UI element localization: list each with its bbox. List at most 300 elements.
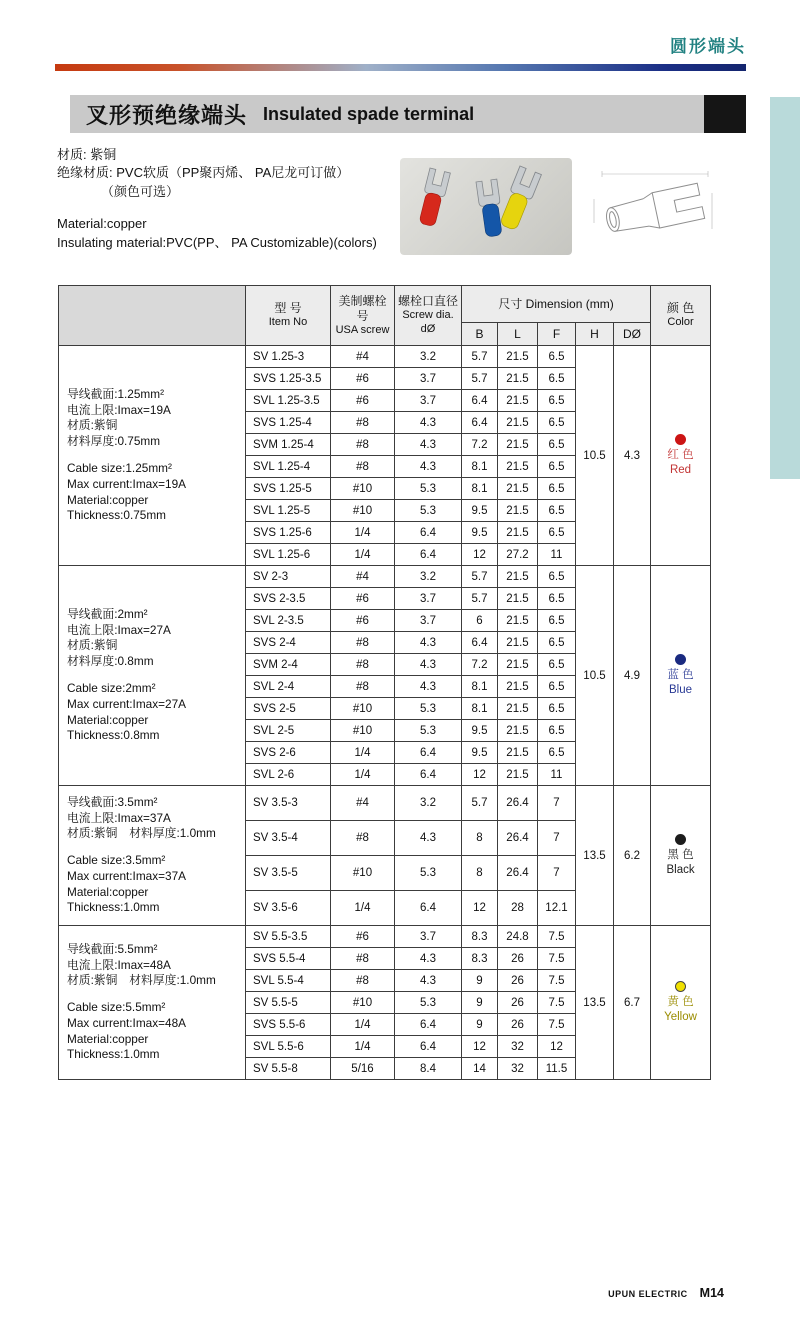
- spec-cell: 6.5: [538, 412, 576, 434]
- spec-cell: 5.3: [395, 478, 462, 500]
- header-color-zh: 颜 色: [666, 301, 695, 316]
- spec-cell: 6.5: [538, 698, 576, 720]
- spec-cell: 8.3: [462, 948, 498, 970]
- description-line-en: Material:copper: [67, 1031, 149, 1046]
- color-name-en: Black: [666, 863, 695, 876]
- spec-cell: 6.5: [538, 610, 576, 632]
- spec-cell: 8.1: [462, 456, 498, 478]
- color-cell: [651, 346, 711, 566]
- spec-cell: 6.5: [538, 456, 576, 478]
- spec-cell: 4.3: [395, 434, 462, 456]
- color-name-zh: 黑 色: [667, 848, 694, 861]
- spec-cell: 6.4: [462, 390, 498, 412]
- description-line-zh: 材料厚度:0.8mm: [67, 654, 154, 669]
- spec-cell: 6.5: [538, 434, 576, 456]
- description-line-zh: 材质:紫铜 材料厚度:1.0mm: [67, 973, 216, 988]
- dim-h-cell: 13.5: [576, 786, 614, 926]
- spec-cell: 11: [538, 544, 576, 566]
- yellow-terminal-icon: [497, 166, 541, 232]
- spec-cell: 21.5: [498, 742, 538, 764]
- spec-cell: 1/4: [331, 522, 395, 544]
- footer-brand: UPUN ELECTRIC: [608, 1289, 688, 1299]
- spec-cell: 8.4: [395, 1058, 462, 1080]
- dimension-drawing: [590, 166, 716, 248]
- spec-cell: 27.2: [498, 544, 538, 566]
- spec-cell: 32: [498, 1058, 538, 1080]
- description-gap: [67, 989, 241, 1000]
- spec-cell: 7: [538, 821, 576, 856]
- description-line-zh: 材质:紫铜: [67, 418, 118, 433]
- spec-cell: 21.5: [498, 434, 538, 456]
- col-header-screw-dia: [395, 286, 462, 346]
- spec-cell: 9.5: [462, 500, 498, 522]
- spec-cell: 6.4: [395, 891, 462, 926]
- description-line-en: Thickness:0.75mm: [67, 508, 166, 523]
- header-gradient-bar: [55, 64, 746, 71]
- spec-cell: 9.5: [462, 742, 498, 764]
- item-no-cell: SVS 2-4: [246, 632, 331, 654]
- dimension-drawing-image: [590, 166, 716, 248]
- spec-cell: 21.5: [498, 346, 538, 368]
- item-no-cell: SV 5.5-3.5: [246, 926, 331, 948]
- spec-cell: 9: [462, 992, 498, 1014]
- item-no-cell: SV 5.5-5: [246, 992, 331, 1014]
- spec-cell: 5.3: [395, 698, 462, 720]
- spec-cell: 21.5: [498, 588, 538, 610]
- spec-cell: 6.5: [538, 654, 576, 676]
- spec-cell: 21.5: [498, 566, 538, 588]
- description-line-zh: 电流上限:Imax=48A: [67, 957, 171, 972]
- spec-cell: 5.7: [462, 566, 498, 588]
- header-usa-zh: 美制螺栓号: [338, 293, 387, 323]
- product-photo: [400, 158, 572, 255]
- spec-cell: 28: [498, 891, 538, 926]
- spec-cell: 5.7: [462, 786, 498, 821]
- item-no-cell: SVL 2-6: [246, 764, 331, 786]
- spec-cell: 3.7: [395, 926, 462, 948]
- col-header-description: [59, 286, 246, 346]
- group-description: [59, 786, 246, 926]
- item-no-cell: SV 3.5-4: [246, 821, 331, 856]
- color-name-zh: 黄 色: [667, 995, 694, 1008]
- spec-cell: 12: [462, 764, 498, 786]
- spec-cell: 21.5: [498, 500, 538, 522]
- item-no-cell: SVS 2-6: [246, 742, 331, 764]
- spec-cell: 12: [462, 1036, 498, 1058]
- spec-cell: #6: [331, 368, 395, 390]
- spec-cell: 6.5: [538, 588, 576, 610]
- description-line-en: Thickness:1.0mm: [67, 900, 160, 915]
- spec-cell: 5.7: [462, 346, 498, 368]
- group-description: [59, 566, 246, 786]
- item-no-cell: SV 3.5-6: [246, 891, 331, 926]
- spec-cell: #6: [331, 390, 395, 412]
- spec-cell: #4: [331, 346, 395, 368]
- spec-cell: 21.5: [498, 456, 538, 478]
- description-line-zh: 导线截面:2mm²: [67, 606, 148, 621]
- col-header-color: [651, 286, 711, 346]
- spec-cell: 4.3: [395, 676, 462, 698]
- spec-row: [59, 566, 711, 588]
- spec-cell: 21.5: [498, 720, 538, 742]
- description-line-en: Max current:Imax=48A: [67, 1015, 186, 1030]
- description-gap: [67, 842, 241, 853]
- spec-cell: 12.1: [538, 891, 576, 926]
- color-name-en: Red: [669, 463, 692, 476]
- spec-cell: 8.3: [462, 926, 498, 948]
- item-no-cell: SVS 1.25-5: [246, 478, 331, 500]
- materials-block: [57, 146, 397, 252]
- item-no-cell: SVS 1.25-6: [246, 522, 331, 544]
- group-description: [59, 346, 246, 566]
- dim-h-cell: 10.5: [576, 346, 614, 566]
- material-line-en-1: Material:copper: [57, 216, 147, 232]
- color-name-zh: 红 色: [667, 448, 694, 461]
- page-corner-label: [670, 32, 746, 57]
- spec-cell: 1/4: [331, 1014, 395, 1036]
- spec-cell: 6.5: [538, 522, 576, 544]
- item-no-cell: SV 2-3: [246, 566, 331, 588]
- spec-cell: 6.5: [538, 632, 576, 654]
- color-name-zh: 蓝 色: [667, 668, 694, 681]
- col-header-h: H: [576, 323, 614, 346]
- header-row-1: [59, 286, 711, 323]
- spec-cell: 1/4: [331, 764, 395, 786]
- section-title-zh: 叉形预绝缘端头: [86, 102, 248, 128]
- description-line-en: Material:copper: [67, 884, 149, 899]
- spec-row: [59, 346, 711, 368]
- header-item-zh: 型 号: [274, 301, 302, 316]
- spec-cell: #4: [331, 786, 395, 821]
- description-gap: [67, 450, 241, 461]
- spec-cell: 6.4: [462, 632, 498, 654]
- spec-cell: 5.3: [395, 856, 462, 891]
- spec-cell: 6.5: [538, 368, 576, 390]
- description-line-en: Material:copper: [67, 492, 149, 507]
- item-no-cell: SV 3.5-5: [246, 856, 331, 891]
- spec-cell: 26.4: [498, 821, 538, 856]
- spec-table: [58, 285, 711, 1080]
- spec-cell: 21.5: [498, 654, 538, 676]
- spec-cell: 7.5: [538, 926, 576, 948]
- spec-cell: #10: [331, 856, 395, 891]
- spec-cell: 3.7: [395, 390, 462, 412]
- spec-row: [59, 926, 711, 948]
- color-cell: [651, 786, 711, 926]
- corner-label-text: 圆形端头: [670, 37, 746, 56]
- spec-cell: 3.7: [395, 368, 462, 390]
- spec-cell: #10: [331, 500, 395, 522]
- spec-cell: 8.1: [462, 698, 498, 720]
- spec-cell: 5/16: [331, 1058, 395, 1080]
- spec-cell: 3.7: [395, 610, 462, 632]
- spec-cell: 5.3: [395, 992, 462, 1014]
- header-dia-en: Screw dia.: [402, 309, 454, 322]
- spec-cell: 6.4: [395, 764, 462, 786]
- item-no-cell: SV 1.25-3: [246, 346, 331, 368]
- item-no-cell: SVM 1.25-4: [246, 434, 331, 456]
- title-end-block: [704, 95, 746, 133]
- spec-cell: 6.5: [538, 478, 576, 500]
- side-accent-strip: [770, 97, 800, 479]
- description-line-zh: 电流上限:Imax=27A: [67, 622, 171, 637]
- item-no-cell: SVL 1.25-3.5: [246, 390, 331, 412]
- dim-h-cell: 13.5: [576, 926, 614, 1080]
- color-cell: [651, 926, 711, 1080]
- item-no-cell: SVM 2-4: [246, 654, 331, 676]
- spec-cell: 11: [538, 764, 576, 786]
- spec-table-body: [59, 346, 711, 1080]
- description-line-en: Max current:Imax=37A: [67, 868, 186, 883]
- spec-cell: 12: [462, 891, 498, 926]
- item-no-cell: SVL 1.25-6: [246, 544, 331, 566]
- spec-cell: 7.5: [538, 1014, 576, 1036]
- col-header-b: B: [462, 323, 498, 346]
- description-line-zh: 导线截面:1.25mm²: [67, 386, 165, 401]
- spec-cell: 6.4: [395, 544, 462, 566]
- spec-cell: #8: [331, 632, 395, 654]
- description-line-en: Max current:Imax=27A: [67, 696, 186, 711]
- description-line-zh: 材料厚度:0.75mm: [67, 434, 161, 449]
- header-dia-symbol: dØ: [420, 323, 436, 335]
- spec-cell: 9.5: [462, 522, 498, 544]
- item-no-cell: SVS 1.25-4: [246, 412, 331, 434]
- spec-cell: 6.4: [395, 742, 462, 764]
- item-no-cell: SVL 2-4: [246, 676, 331, 698]
- spec-cell: #8: [331, 654, 395, 676]
- spec-cell: 6.4: [395, 1014, 462, 1036]
- item-no-cell: SVL 5.5-4: [246, 970, 331, 992]
- section-title-banner: [70, 95, 746, 133]
- spec-cell: 1/4: [331, 544, 395, 566]
- spec-cell: 6.5: [538, 720, 576, 742]
- page-footer: [608, 1286, 724, 1300]
- description-line-zh: 电流上限:Imax=37A: [67, 810, 171, 825]
- item-no-cell: SVS 5.5-6: [246, 1014, 331, 1036]
- spec-cell: #8: [331, 412, 395, 434]
- spec-cell: 9.5: [462, 720, 498, 742]
- spec-cell: 6.5: [538, 390, 576, 412]
- color-swatch-icon: [675, 654, 686, 665]
- footer-page-number: M14: [699, 1286, 724, 1300]
- description-line-zh: 电流上限:Imax=19A: [67, 402, 171, 417]
- description-line-en: Max current:Imax=19A: [67, 476, 186, 491]
- spec-cell: 6.5: [538, 346, 576, 368]
- spec-cell: #10: [331, 478, 395, 500]
- spec-cell: 3.2: [395, 566, 462, 588]
- spec-cell: #4: [331, 566, 395, 588]
- material-line-zh-1: 材质: 紫铜: [57, 147, 117, 162]
- item-no-cell: SVS 1.25-3.5: [246, 368, 331, 390]
- description-gap: [67, 670, 241, 681]
- description-line-en: Thickness:1.0mm: [67, 1047, 160, 1062]
- header-color-en: Color: [667, 316, 694, 329]
- spec-cell: #8: [331, 948, 395, 970]
- spec-cell: #10: [331, 720, 395, 742]
- description-line-zh: 导线截面:5.5mm²: [67, 941, 158, 956]
- materials-gap: [57, 201, 397, 215]
- item-no-cell: SV 3.5-3: [246, 786, 331, 821]
- spec-cell: #8: [331, 676, 395, 698]
- spec-cell: 26: [498, 992, 538, 1014]
- item-no-cell: SVL 1.25-4: [246, 456, 331, 478]
- header-usa-en: USA screw: [335, 323, 390, 336]
- spec-cell: 9: [462, 1014, 498, 1036]
- spec-cell: 5.7: [462, 588, 498, 610]
- description-line-en: Cable size:5.5mm²: [67, 1000, 166, 1015]
- dim-h-cell: 10.5: [576, 566, 614, 786]
- spec-cell: 26: [498, 948, 538, 970]
- spec-cell: 7.2: [462, 434, 498, 456]
- spec-cell: 6.5: [538, 566, 576, 588]
- group-description: [59, 926, 246, 1080]
- spec-cell: 21.5: [498, 676, 538, 698]
- spec-cell: #8: [331, 434, 395, 456]
- spec-cell: 6.4: [395, 522, 462, 544]
- spec-cell: 4.3: [395, 821, 462, 856]
- description-line-zh: 导线截面:3.5mm²: [67, 794, 158, 809]
- spec-cell: 4.3: [395, 654, 462, 676]
- spec-cell: 7: [538, 786, 576, 821]
- spec-cell: 6.4: [395, 1036, 462, 1058]
- col-header-usa-screw: [331, 286, 395, 346]
- spec-cell: 11.5: [538, 1058, 576, 1080]
- description-line-zh: 材质:紫铜: [67, 638, 118, 653]
- spec-cell: 6.5: [538, 742, 576, 764]
- spec-cell: 14: [462, 1058, 498, 1080]
- item-no-cell: SVL 2-3.5: [246, 610, 331, 632]
- dim-do-cell: 6.7: [614, 926, 651, 1080]
- item-no-cell: SVL 5.5-6: [246, 1036, 331, 1058]
- spec-cell: 12: [538, 1036, 576, 1058]
- material-line-zh-2: 绝缘材质: PVC软质（PP聚丙烯、 PA尼龙可订做）: [57, 165, 350, 181]
- spec-cell: 4.3: [395, 632, 462, 654]
- spec-cell: 26.4: [498, 856, 538, 891]
- dim-do-cell: 4.9: [614, 566, 651, 786]
- spec-cell: 7: [538, 856, 576, 891]
- spec-cell: 3.2: [395, 346, 462, 368]
- spec-cell: 26.4: [498, 786, 538, 821]
- spec-cell: 21.5: [498, 368, 538, 390]
- spec-cell: 21.5: [498, 764, 538, 786]
- spec-cell: 21.5: [498, 610, 538, 632]
- spec-cell: 12: [462, 544, 498, 566]
- dim-do-cell: 6.2: [614, 786, 651, 926]
- description-line-en: Thickness:0.8mm: [67, 728, 160, 743]
- color-cell: [651, 566, 711, 786]
- spec-cell: 6.4: [462, 412, 498, 434]
- spec-cell: 8: [462, 821, 498, 856]
- color-swatch-icon: [675, 981, 686, 992]
- spec-cell: 8: [462, 856, 498, 891]
- item-no-cell: SVS 2-5: [246, 698, 331, 720]
- spec-cell: 6: [462, 610, 498, 632]
- spec-cell: 1/4: [331, 742, 395, 764]
- spec-cell: 26: [498, 970, 538, 992]
- spec-cell: 4.3: [395, 948, 462, 970]
- spec-cell: 21.5: [498, 390, 538, 412]
- col-header-item-no: [246, 286, 331, 346]
- spec-cell: 21.5: [498, 632, 538, 654]
- description-line-zh: 材质:紫铜 材料厚度:1.0mm: [67, 826, 216, 841]
- spec-cell: #6: [331, 610, 395, 632]
- spec-cell: 7.2: [462, 654, 498, 676]
- color-swatch-icon: [675, 434, 686, 445]
- color-name-en: Blue: [669, 683, 693, 696]
- spec-cell: 5.3: [395, 500, 462, 522]
- item-no-cell: SV 5.5-8: [246, 1058, 331, 1080]
- header-dia-zh: 螺栓口直径: [397, 294, 458, 309]
- spec-cell: 21.5: [498, 698, 538, 720]
- item-no-cell: SVS 5.5-4: [246, 948, 331, 970]
- spec-cell: 3.7: [395, 588, 462, 610]
- color-name-en: Yellow: [664, 1010, 697, 1023]
- spec-cell: #8: [331, 970, 395, 992]
- section-title-en: Insulated spade terminal: [263, 103, 475, 124]
- spec-cell: 5.7: [462, 368, 498, 390]
- spec-cell: 1/4: [331, 1036, 395, 1058]
- col-header-f: F: [538, 323, 576, 346]
- header-item-en: Item No: [268, 316, 308, 329]
- description-line-en: Material:copper: [67, 712, 149, 727]
- spec-cell: 21.5: [498, 412, 538, 434]
- spec-cell: 4.3: [395, 412, 462, 434]
- spec-cell: 8.1: [462, 478, 498, 500]
- item-no-cell: SVL 1.25-5: [246, 500, 331, 522]
- spec-cell: 5.3: [395, 720, 462, 742]
- spec-cell: 4.3: [395, 970, 462, 992]
- spec-cell: 1/4: [331, 891, 395, 926]
- col-header-do: DØ: [614, 323, 651, 346]
- col-header-l: L: [498, 323, 538, 346]
- spec-cell: 8.1: [462, 676, 498, 698]
- spec-cell: #6: [331, 926, 395, 948]
- spec-row: [59, 786, 711, 821]
- spec-cell: 6.5: [538, 500, 576, 522]
- spec-cell: #6: [331, 588, 395, 610]
- spec-cell: #10: [331, 992, 395, 1014]
- spec-cell: #10: [331, 698, 395, 720]
- spec-cell: 3.2: [395, 786, 462, 821]
- spec-cell: 24.8: [498, 926, 538, 948]
- material-line-en-2: Insulating material:PVC(PP、 PA Customizable)(colors): [57, 234, 377, 250]
- blue-terminal-icon: [476, 179, 505, 237]
- spec-cell: 9: [462, 970, 498, 992]
- spec-cell: 21.5: [498, 478, 538, 500]
- col-header-dimension: 尺寸 Dimension (mm): [462, 286, 651, 323]
- spec-cell: 7.5: [538, 992, 576, 1014]
- description-line-en: Cable size:1.25mm²: [67, 461, 172, 475]
- description-line-en: Cable size:3.5mm²: [67, 853, 166, 868]
- spec-cell: 32: [498, 1036, 538, 1058]
- spec-cell: 6.5: [538, 676, 576, 698]
- spade-terminals-image: [400, 158, 572, 255]
- color-swatch-icon: [675, 834, 686, 845]
- description-line-en: Cable size:2mm²: [67, 681, 156, 695]
- spec-cell: #8: [331, 821, 395, 856]
- spec-cell: 7.5: [538, 970, 576, 992]
- spec-cell: 26: [498, 1014, 538, 1036]
- material-line-zh-3: （颜色可选）: [101, 183, 180, 199]
- spec-cell: #8: [331, 456, 395, 478]
- item-no-cell: SVS 2-3.5: [246, 588, 331, 610]
- red-terminal-icon: [416, 168, 450, 227]
- item-no-cell: SVL 2-5: [246, 720, 331, 742]
- spec-cell: 7.5: [538, 948, 576, 970]
- spec-cell: 4.3: [395, 456, 462, 478]
- dim-do-cell: 4.3: [614, 346, 651, 566]
- spec-cell: 21.5: [498, 522, 538, 544]
